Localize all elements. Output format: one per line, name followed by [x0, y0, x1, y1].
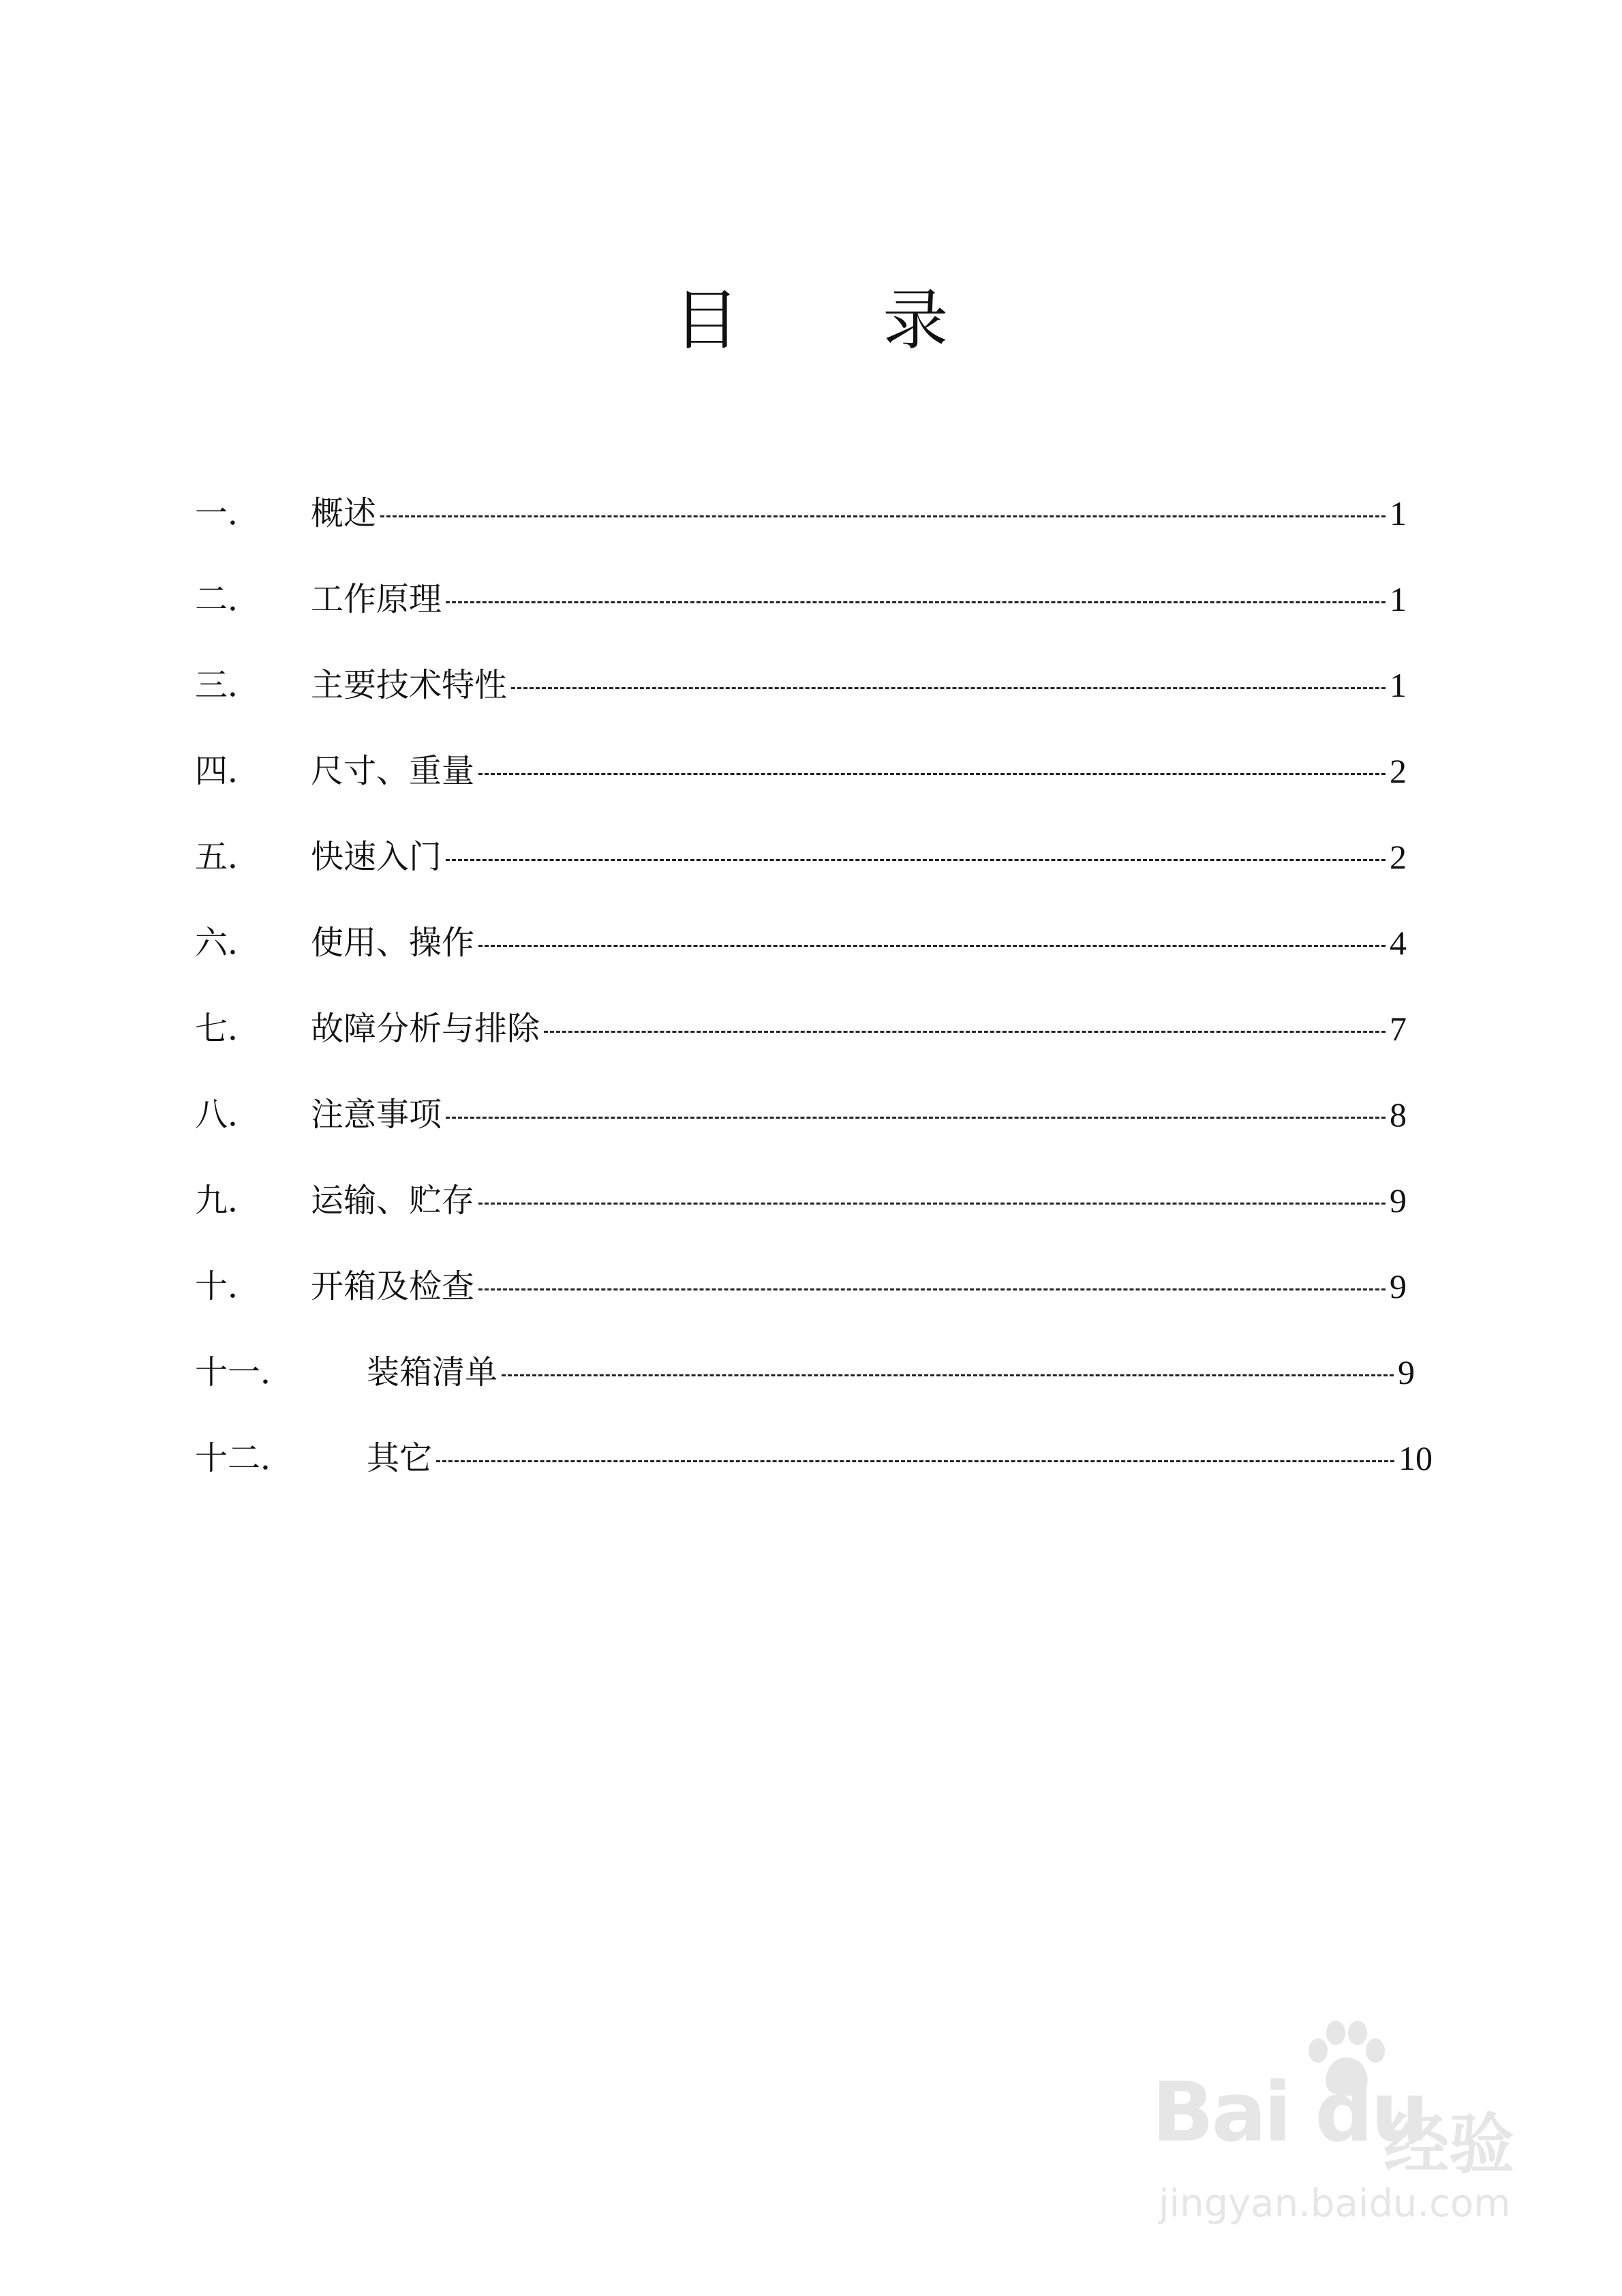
- toc-dot-leader: [544, 1031, 1386, 1033]
- toc-entry[interactable]: [195, 642, 1407, 728]
- toc-entry-page: 2: [1390, 838, 1407, 876]
- toc-entry-label: 运输、贮存: [311, 1181, 475, 1220]
- toc-entry-page: 9: [1398, 1353, 1415, 1391]
- toc-entry-label: 尺寸、重量: [311, 752, 475, 790]
- toc-entry[interactable]: [195, 1329, 1415, 1415]
- toc-entry-label: 故障分析与排除: [311, 1010, 540, 1048]
- toc-entry-number: 二．: [195, 580, 261, 618]
- toc-entry-page: 1: [1390, 666, 1407, 704]
- page-title: 目 录: [673, 282, 1010, 359]
- toc-entry-number: 六．: [195, 924, 261, 962]
- toc-dot-leader: [511, 687, 1386, 689]
- toc-entry-page: 7: [1390, 1010, 1407, 1048]
- toc-dot-leader: [478, 945, 1386, 947]
- toc-entry-page: 9: [1390, 1267, 1407, 1305]
- toc-entry-number: 十二．: [195, 1439, 294, 1477]
- toc-entry-label: 概述: [311, 494, 377, 532]
- toc-entry-label: 快速入门: [311, 838, 442, 876]
- toc-dot-leader: [478, 1203, 1386, 1205]
- toc-dot-leader: [502, 1374, 1394, 1376]
- toc-dot-leader: [436, 1460, 1394, 1462]
- toc-entry-page: 8: [1390, 1096, 1407, 1134]
- toc-entry-page: 2: [1390, 752, 1407, 790]
- toc-entry[interactable]: [195, 1072, 1407, 1158]
- toc-entry-label: 主要技术特性: [311, 666, 508, 704]
- table-of-contents: [195, 470, 1449, 1501]
- toc-entry[interactable]: [195, 728, 1407, 814]
- toc-entry-number: 一．: [195, 494, 261, 532]
- toc-entry[interactable]: [195, 470, 1407, 556]
- toc-dot-leader: [380, 515, 1386, 517]
- toc-entry[interactable]: [195, 986, 1407, 1072]
- toc-entry-page: 1: [1390, 580, 1407, 618]
- toc-entry[interactable]: [195, 814, 1407, 900]
- toc-entry[interactable]: [195, 1158, 1407, 1243]
- toc-entry-number: 七．: [195, 1010, 261, 1048]
- toc-entry-number: 十．: [195, 1267, 261, 1305]
- toc-dot-leader: [446, 859, 1386, 861]
- watermark-url: jingyan.baidu.com: [1159, 2181, 1511, 2226]
- toc-dot-leader: [478, 773, 1386, 775]
- toc-entry-label: 装箱清单: [367, 1353, 498, 1391]
- toc-entry-number: 四．: [195, 752, 261, 790]
- toc-entry-number: 八．: [195, 1096, 261, 1134]
- toc-entry-page: 1: [1390, 494, 1407, 532]
- toc-entry[interactable]: [195, 900, 1407, 986]
- toc-entry-label: 开箱及检查: [311, 1267, 475, 1305]
- toc-entry-label: 使用、操作: [311, 924, 475, 962]
- toc-entry-page: 9: [1390, 1181, 1407, 1220]
- toc-entry-number: 三．: [195, 666, 261, 704]
- toc-entry-label: 其它: [367, 1439, 433, 1477]
- toc-entry-number: 九．: [195, 1181, 261, 1220]
- toc-entry[interactable]: [195, 1243, 1407, 1329]
- toc-entry-page: 10: [1398, 1439, 1433, 1477]
- toc-entry[interactable]: [195, 556, 1407, 642]
- toc-dot-leader: [446, 601, 1386, 603]
- toc-entry-page: 4: [1390, 924, 1407, 962]
- toc-dot-leader: [446, 1117, 1386, 1119]
- toc-entry-number: 十一．: [195, 1353, 294, 1391]
- toc-entry-number: 五．: [195, 838, 261, 876]
- toc-entry-label: 注意事项: [311, 1096, 442, 1134]
- watermark-brand-cn: 经验: [1383, 2106, 1514, 2183]
- toc-dot-leader: [478, 1288, 1386, 1290]
- watermark-brand: Bai du: [1152, 2066, 1426, 2160]
- baidu-jingyan-watermark: [1152, 2018, 1561, 2250]
- toc-entry-label: 工作原理: [311, 580, 442, 618]
- toc-entry[interactable]: [195, 1415, 1433, 1501]
